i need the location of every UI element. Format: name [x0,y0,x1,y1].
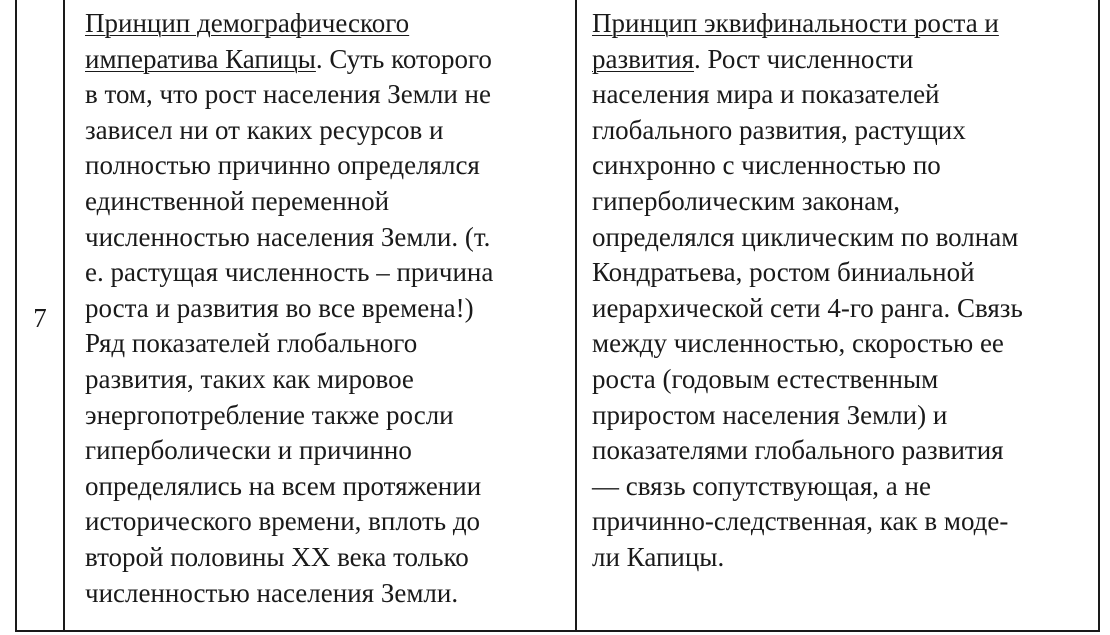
body-text: определялся циклическим по волнам [592,221,1019,252]
body-text: Ряд показателей глобального [85,328,418,359]
text-line [592,148,1023,184]
text-line [592,504,1023,540]
right-cell-text [592,6,1023,576]
body-text: роста (годовым естественным [592,363,939,394]
body-text: синхронно с численностью по [592,150,941,181]
body-text: причинно-следственная, как в моде- [592,506,1009,537]
body-text: численностью населения Земли. [85,577,459,608]
comparison-table [15,0,1100,632]
text-line [85,220,493,256]
text-line [592,255,1023,291]
body-text: численностью населения Земли. (т. [85,221,491,252]
column-divider [575,0,577,630]
body-text: ли Капицы. [592,541,725,572]
underlined-heading: императива Капицы [85,43,316,74]
body-text: между численностью, скоростью ее [592,328,1004,359]
text-line [592,326,1023,362]
body-text: . Рост численности [694,43,914,74]
underlined-heading: развития [592,43,695,74]
body-text: исторического времени, вплоть до [85,506,481,537]
text-line [592,291,1023,327]
text-line [592,77,1023,113]
text-line [592,6,1023,42]
text-line [85,6,493,42]
text-line [85,540,493,576]
text-line [85,184,493,220]
body-text: Кондратьева, ростом биниальной [592,257,975,288]
text-line [592,469,1023,505]
text-line [592,113,1023,149]
text-line [85,398,493,434]
body-text: иерархической сети 4-го ранга. Связь [592,292,1023,323]
body-text: населения мира и показателей [592,79,940,110]
text-line [85,255,493,291]
text-line [592,398,1023,434]
text-line [592,220,1023,256]
text-line [85,148,493,184]
text-line [592,362,1023,398]
column-divider [63,0,65,630]
underlined-heading: Принцип эквифинальности роста и [592,8,999,38]
text-line [592,42,1023,78]
text-line [85,113,493,149]
body-text: — связь сопутствующая, а не [592,470,931,501]
body-text: развития, таких как мировое [85,363,414,394]
body-text: единственной переменной [85,185,390,216]
body-text: приростом населения Земли) и [592,399,948,430]
body-text: гиперболическим законам, [592,185,901,216]
text-line [85,362,493,398]
text-line [85,433,493,469]
body-text: энергопотребление также росли [85,399,454,430]
text-line [85,504,493,540]
text-line [592,433,1023,469]
body-text: определялись на всем протяжении [85,470,482,501]
text-line [592,540,1023,576]
text-line [85,42,493,78]
text-line [592,184,1023,220]
underlined-heading: Принцип демографического [85,8,410,38]
body-text: полностью причинно определялся [85,150,480,181]
body-text: . Суть которого [315,43,492,74]
text-line [85,469,493,505]
body-text: показателями глобального развития [592,435,1004,466]
text-line [85,291,493,327]
text-line [85,576,493,612]
body-text: глобального развития, растущих [592,114,966,145]
text-line [85,326,493,362]
body-text: зависел ни от каких ресурсов и [85,114,444,145]
body-text: роста и развития во все времена!) [85,292,474,323]
body-text: гиперболически и причинно [85,435,412,466]
left-cell-text [85,6,493,611]
text-line [85,77,493,113]
body-text: второй половины XX века только [85,541,469,572]
body-text: в том, что рост населения Земли не [85,79,491,110]
body-text: е. растущая численность – причина [85,257,494,288]
row-number: 7 [33,303,47,333]
